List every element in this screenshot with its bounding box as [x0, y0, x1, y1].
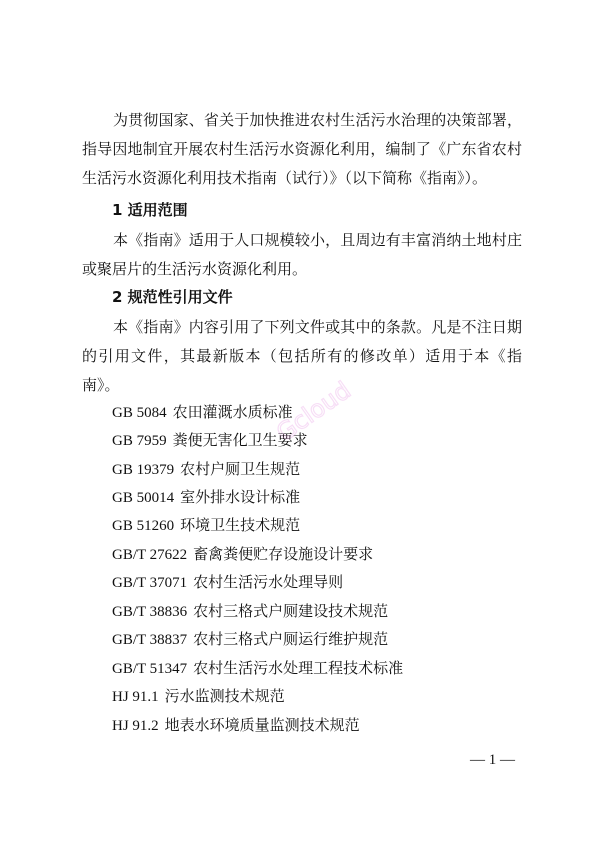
reference-item: GB 50014 室外排水设计标准	[112, 488, 301, 506]
section-2-body: 本《指南》内容引用了下列文件或其中的条款。凡是不注日期的引用文件，其最新版本（包括所有的修改单）适用于本《指南》。	[82, 318, 522, 394]
reference-item: HJ 91.1 污水监测技术规范	[112, 687, 285, 705]
reference-item: GB/T 38836 农村三格式户厕建设技术规范	[112, 602, 389, 620]
watermark-text: Gcloud	[271, 376, 356, 447]
reference-item: GB/T 38837 农村三格式户厕运行维护规范	[112, 630, 389, 648]
reference-item: GB 7959 粪便无害化卫生要求	[112, 431, 308, 449]
page-number: — 1 —	[470, 752, 515, 768]
reference-item: GB/T 27622 畜禽粪便贮存设施设计要求	[112, 545, 374, 563]
section-1-heading: 1 适用范围	[112, 201, 188, 219]
reference-item: GB/T 37071 农村生活污水处理导则	[112, 573, 344, 591]
intro-paragraph: 为贯彻国家、省关于加快推进农村生活污水治理的决策部署，指导因地制宜开展农村生活污水资源化利用，编制了《广东省农村生活污水资源化利用技术指南（试行）》（以下简称《指南》）。	[82, 111, 522, 187]
reference-item: GB 51260 环境卫生技术规范	[112, 516, 301, 534]
reference-item: GB/T 51347 农村生活污水处理工程技术标准	[112, 659, 404, 677]
reference-item: HJ 91.2 地表水环境质量监测技术规范	[112, 716, 360, 734]
reference-item: GB 19379 农村户厕卫生规范	[112, 460, 301, 478]
section-2-heading: 2 规范性引用文件	[112, 288, 233, 306]
reference-item: GB 5084 农田灌溉水质标准	[112, 403, 293, 421]
section-1-body: 本《指南》适用于人口规模较小，且周边有丰富消纳土地村庄或聚居片的生活污水资源化利用。	[82, 231, 522, 278]
